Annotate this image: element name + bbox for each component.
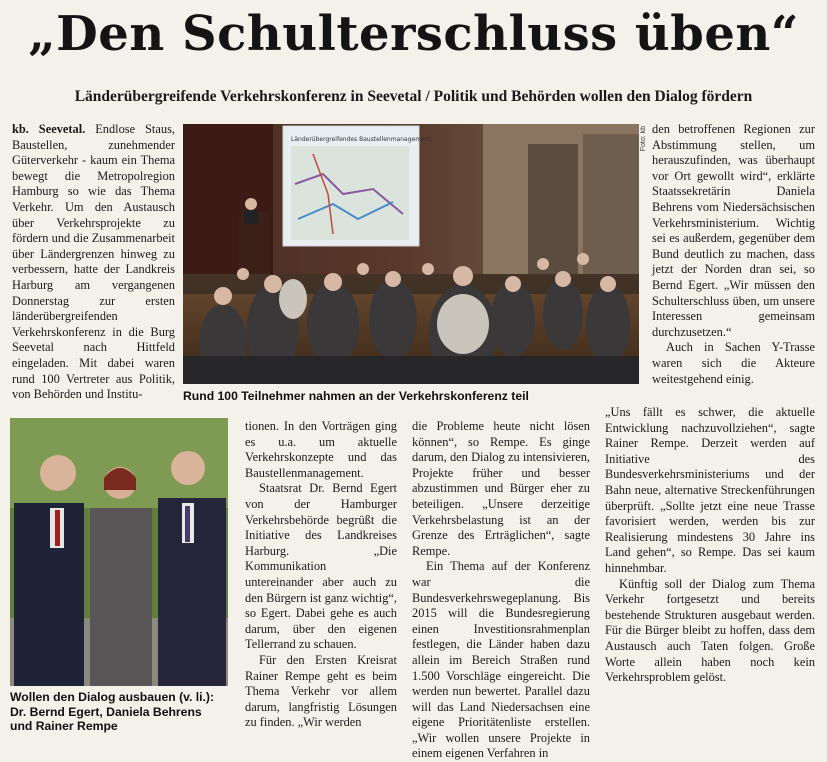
caption-people: Wollen den Dialog ausbauen (v. li.): Dr. Bernd Egert, Daniela Behrens und Rainer Rempe — [10, 690, 215, 733]
photo-credit: Foto: kb — [640, 126, 647, 152]
column-4-bottom: „Uns fällt es schwer, die aktuelle Entwicklung nachzuvollziehen“, sagte Rainer Rempe. Derzeit werden auf Initiative des Bundesverkehrsministeriums und der Bahn neue, alternative Streckenführungen überprüft. „Sollte jetzt eine neue Trasse favorisiert werden, werden bis zur Realisierung mindestens 30 Jahre ins Land gehen“, so Rempe. Das sei kaum hinnehmbar. Künftig soll der Dialog zum Thema Verkehr fortgesetzt und bereits bestehende Strukturen ausgebaut werden. Für die Bürger bleibt zu hoffen, dass dem Austausch auch Taten folgen. Große Worte allein haben noch kein Verkehrsproblem gelöst. — [605, 405, 815, 685]
column-4-top: den betroffenen Regionen zur Abstimmung stellen, um herauszufinden, was überhaupt vor Ort gewollt wird“, erklärte Staatssekretärin Daniela Behrens vom Niedersächsischen Verkehrsministerium. Wichtig sei es außerdem, gegenüber dem Bund deutlich zu machen, dass jetzt der Norden dran sei, so Bernd Egert. „Wir müssen den Schulterschluss üben, um unsere Interessen gemeinsam durchzusetzen.“ Auch in Sachen Y-Trasse waren sich die Akteure weitestgehend einig. — [652, 122, 815, 386]
conference-photo-image — [183, 124, 639, 384]
column-3: die Probleme heute nicht lösen können“, so Rempe. Es ginge darum, den Dialog zu intensivieren, Projekte früher und besser abzustimmen und Bürger eher zu beteiligen. „Unsere derzeitige Verkehrsbelastung ist an der Grenze des Erträglichen“, sagte Rempe. Ein Thema auf der Konferenz war die Bundesverkehrswegeplanung. Bis 2015 will die Bundesregierung einen Investitionsrahmenplan festlegen, die Länder haben dazu allein im Bereich Straßen rund 1.500 Vorschläge eingereicht. Die werden nun bewertet. Parallel dazu will das Land Niedersachsen eine eigene Prioritätenliste erstellen. „Wir wollen unsere Projekte in einem eigenen Verfahren in — [412, 419, 590, 761]
caption-conference: Rund 100 Teilnehmer nahmen an der Verkehrskonferenz teil — [183, 389, 529, 403]
column-2: tionen. In den Vorträgen ging es u.a. um aktuelle Verkehrskonzepte und das Baustellenmanagement. Staatsrat Dr. Bernd Egert von der Hamburger Verkehrsbehörde begrüßt die Initiative des Landkreises Harburg. „Die Kommunikation untereinander aber auch zu den Bürgern ist ganz wichtig“, so Egert. Dabei gehe es auch darum, über den eigenen Tellerrand zu schauen. Für den Ersten Kreisrat Rainer Rempe geht es beim Thema Verkehr vor allem darum, langfristig Lösungen zu finden. „Wir werden — [245, 419, 397, 730]
dateline: kb. Seevetal. — [12, 122, 86, 136]
slide-title: Länderübergreifendes Baustellenmanagement — [291, 136, 431, 143]
headline: „Den Schulterschluss üben“ — [28, 6, 799, 62]
column-1-text: Endlose Staus, Baustellen, zunehmender Güterverkehr - kaum ein Thema bewegt die Metropolregion Hamburg so wie das Thema Verkehr. Um den Austausch über Verkehrsprojekte zu fördern und die Zusammenarbeit über Ländergrenzen hinweg zu verbessern, hatte der Landkreis Harburg am vergangenen Donnerstag zur ersten länderübergreifenden Verkehrskonferenz in die Burg Seevetal nach Hittfeld eingeladen. Mit dabei waren rund 100 Vertreter aus Politik, von Behörden und Institu- — [12, 122, 175, 402]
subheadline: Länderübergreifende Verkehrskonferenz in Seevetal / Politik und Behörden wollen den Dialog fördern — [74, 88, 753, 105]
conference-photo — [183, 124, 639, 384]
column-1 — [12, 122, 175, 403]
people-photo-image — [10, 418, 228, 686]
people-photo — [10, 418, 228, 686]
